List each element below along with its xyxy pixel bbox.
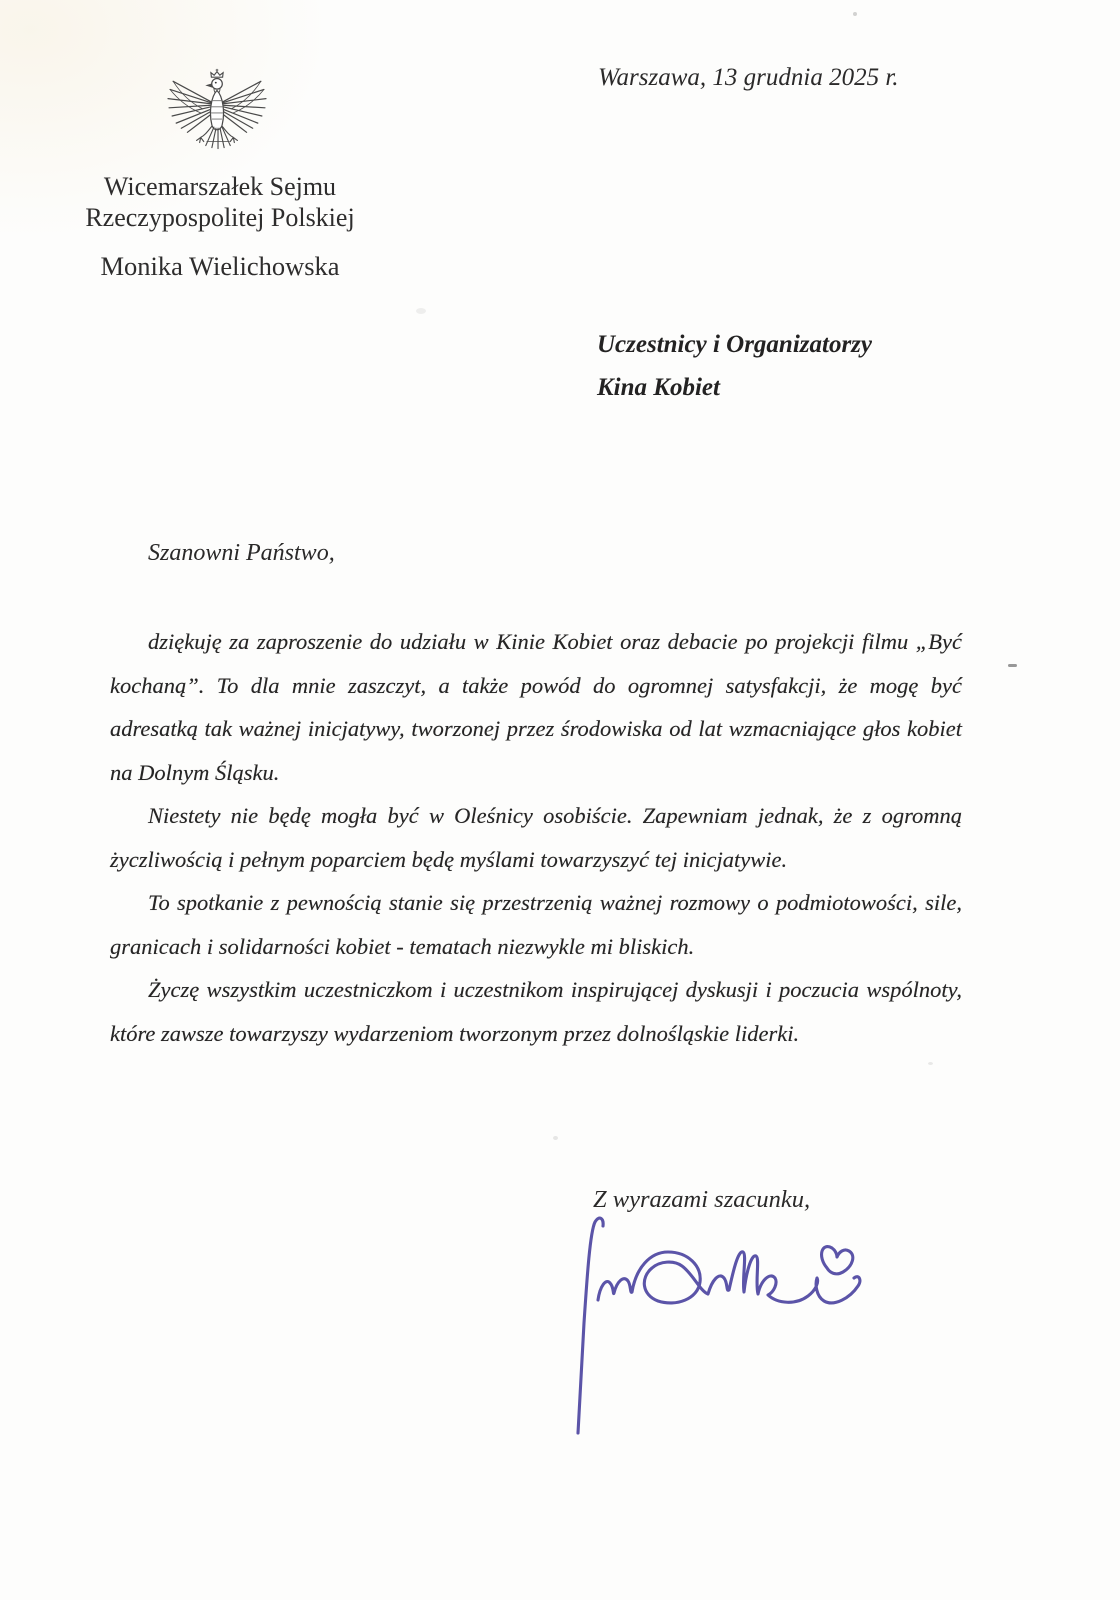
sender-name: Monika Wielichowska [100, 251, 340, 281]
body-paragraph: Niestety nie będę mogła być w Oleśnicy osobiście. Zapewniam jednak, że z ogromną życzliwością i pełnym poparciem będę myślami towarzyszyć tej inicjatywie. [110, 803, 962, 872]
handwritten-signature [560, 1208, 896, 1446]
scan-artifact [553, 1136, 558, 1140]
valediction: Z wyrazami szacunku, [593, 1186, 811, 1213]
salutation: Szanowni Państwo, [148, 540, 335, 566]
letter-body [110, 620, 962, 1055]
polish-eagle-emblem-icon [166, 68, 268, 166]
scan-artifact [853, 12, 857, 16]
office-line1: Wicemarszałek Sejmu [103, 172, 337, 201]
body-paragraph: Życzę wszystkim uczestniczkom i uczestnikom inspirującej dyskusji i poczucia wspólnoty, które zawsze towarzyszy wydarzeniom tworzonym przez dolnośląskie liderki. [110, 977, 962, 1046]
dateline: Warszawa, 13 grudnia 2025 r. [598, 64, 899, 91]
office-line2: Rzeczypospolitej Polskiej [85, 203, 355, 232]
recipient-line2: Kina Kobiet [597, 373, 720, 401]
body-paragraph: To spotkanie z pewnością stanie się przestrzenią ważnej rozmowy o podmiotowości, sile, granicach i solidarności kobiet - tematach niezwykle mi bliskich. [110, 890, 962, 959]
body-paragraph: dziękuję za zaproszenie do udziału w Kinie Kobiet oraz debacie po projekcji filmu „Być kochaną”. To dla mnie zaszczyt, a także powód do ogromnej satysfakcji, że mogę być adresatką tak ważnej inicjatywy, tworzonej przez środowiska od lat wzmacniające głos kobiet na Dolnym Śląsku. [110, 629, 962, 785]
letterhead-office [60, 171, 380, 233]
scan-artifact [416, 308, 426, 314]
recipient-line1: Uczestnicy i Organizatorzy [597, 331, 872, 358]
recipient-block [597, 324, 1017, 409]
scan-artifact [928, 1062, 933, 1065]
scan-artifact [1008, 664, 1017, 667]
